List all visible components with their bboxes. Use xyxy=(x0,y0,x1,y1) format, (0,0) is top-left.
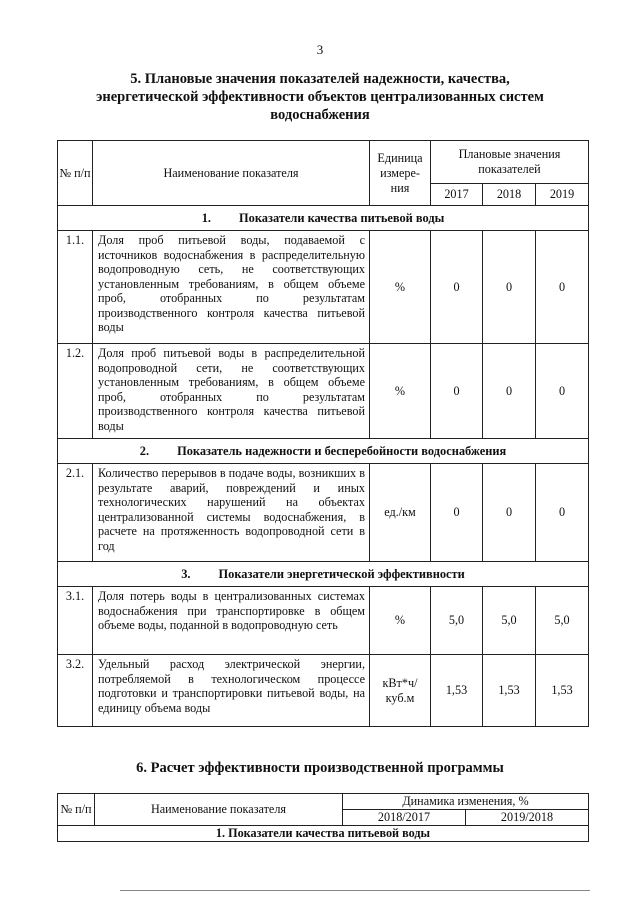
group-title: Показатель надежности и бесперебойности водоснабжения xyxy=(177,443,507,458)
table-row xyxy=(58,344,589,439)
table-row xyxy=(58,587,589,655)
row-unit: кВт*ч/ куб.м xyxy=(370,655,431,727)
header-unit: Единица измере- ния xyxy=(370,141,431,206)
group-number: 1. xyxy=(201,210,211,225)
group-number: 2. xyxy=(139,443,150,458)
row-unit: ед./км xyxy=(370,464,431,562)
table-row xyxy=(58,655,589,727)
table-row xyxy=(58,464,589,562)
row-num: 3.1. xyxy=(58,587,93,655)
row-num: 2.1. xyxy=(58,464,93,562)
row-value: 0 xyxy=(431,344,483,439)
row-unit: % xyxy=(370,587,431,655)
page-bottom-line xyxy=(120,890,590,891)
section-5-title: 5. Плановые значения показателей надежности, качества, энергетической эффективности объектов централизованных систем водоснабжения xyxy=(96,71,544,123)
efficiency-table xyxy=(57,793,589,842)
row-name: Доля потерь воды в централизованных системах водоснабжения при транспортировке в общем объеме воды, поданной в водопроводную сеть xyxy=(93,587,370,655)
row-value: 0 xyxy=(536,464,589,562)
row-name: Доля проб питьевой воды в распределительной водопроводной сети, не соответствующих установленным требованиям, в общем объеме проб, отобранных по результатам производственного контроля качества питьевой воды xyxy=(93,344,370,439)
header-num: № п/п xyxy=(58,141,93,206)
header-name: Наименование показателя xyxy=(95,794,343,826)
row-value: 5,0 xyxy=(483,587,536,655)
group-1-heading: 1. Показатели качества питьевой воды xyxy=(58,826,589,842)
row-value: 0 xyxy=(431,464,483,562)
row-value: 0 xyxy=(483,464,536,562)
row-value: 0 xyxy=(483,344,536,439)
header-year: 2017 xyxy=(431,184,483,206)
row-value: 5,0 xyxy=(536,587,589,655)
row-name: Удельный расход электрической энергии, потребляемой в технологическом процессе подготовки и транспортировки питьевой воды, на единицу объема воды xyxy=(93,655,370,727)
row-value: 5,0 xyxy=(431,587,483,655)
row-unit: % xyxy=(370,231,431,344)
planned-values-table xyxy=(57,140,589,727)
group-1-heading xyxy=(58,206,589,231)
header-planned: Плановые значения показателей xyxy=(431,141,589,184)
section-6-title: 6. Расчет эффективности производственной программы xyxy=(136,760,504,776)
row-unit: % xyxy=(370,344,431,439)
header-period: 2019/2018 xyxy=(466,810,589,826)
row-value: 1,53 xyxy=(431,655,483,727)
header-dynamics: Динамика изменения, % xyxy=(343,794,589,810)
group-title: Показатели энергетической эффективности xyxy=(218,566,465,581)
row-name: Доля проб питьевой воды, подаваемой с источников водоснабжения в распределительную водопроводную сеть, не соответствующих установленным требованиям, в общем объеме проб, отобранных по результатам производственного контроля качества питьевой воды xyxy=(93,231,370,344)
row-num: 1.2. xyxy=(58,344,93,439)
group-3-heading xyxy=(58,562,589,587)
group-number: 3. xyxy=(181,566,191,581)
row-num: 1.1. xyxy=(58,231,93,344)
row-value: 0 xyxy=(536,344,589,439)
header-year: 2018 xyxy=(483,184,536,206)
row-num: 3.2. xyxy=(58,655,93,727)
table-row xyxy=(58,231,589,344)
header-name: Наименование показателя xyxy=(93,141,370,206)
header-period: 2018/2017 xyxy=(343,810,466,826)
row-value: 0 xyxy=(483,231,536,344)
row-value: 0 xyxy=(536,231,589,344)
row-value: 0 xyxy=(431,231,483,344)
row-name: Количество перерывов в подаче воды, возникших в результате аварий, повреждений и иных технологических нарушений на объектах централизованной системы водоснабжения, в расчете на протяженность водопроводной сети в год xyxy=(93,464,370,562)
group-2-heading xyxy=(58,439,589,464)
header-year: 2019 xyxy=(536,184,589,206)
page-number: 3 xyxy=(316,42,324,57)
group-title: Показатели качества питьевой воды xyxy=(238,210,445,225)
header-num: № п/п xyxy=(58,794,95,826)
row-value: 1,53 xyxy=(483,655,536,727)
row-value: 1,53 xyxy=(536,655,589,727)
